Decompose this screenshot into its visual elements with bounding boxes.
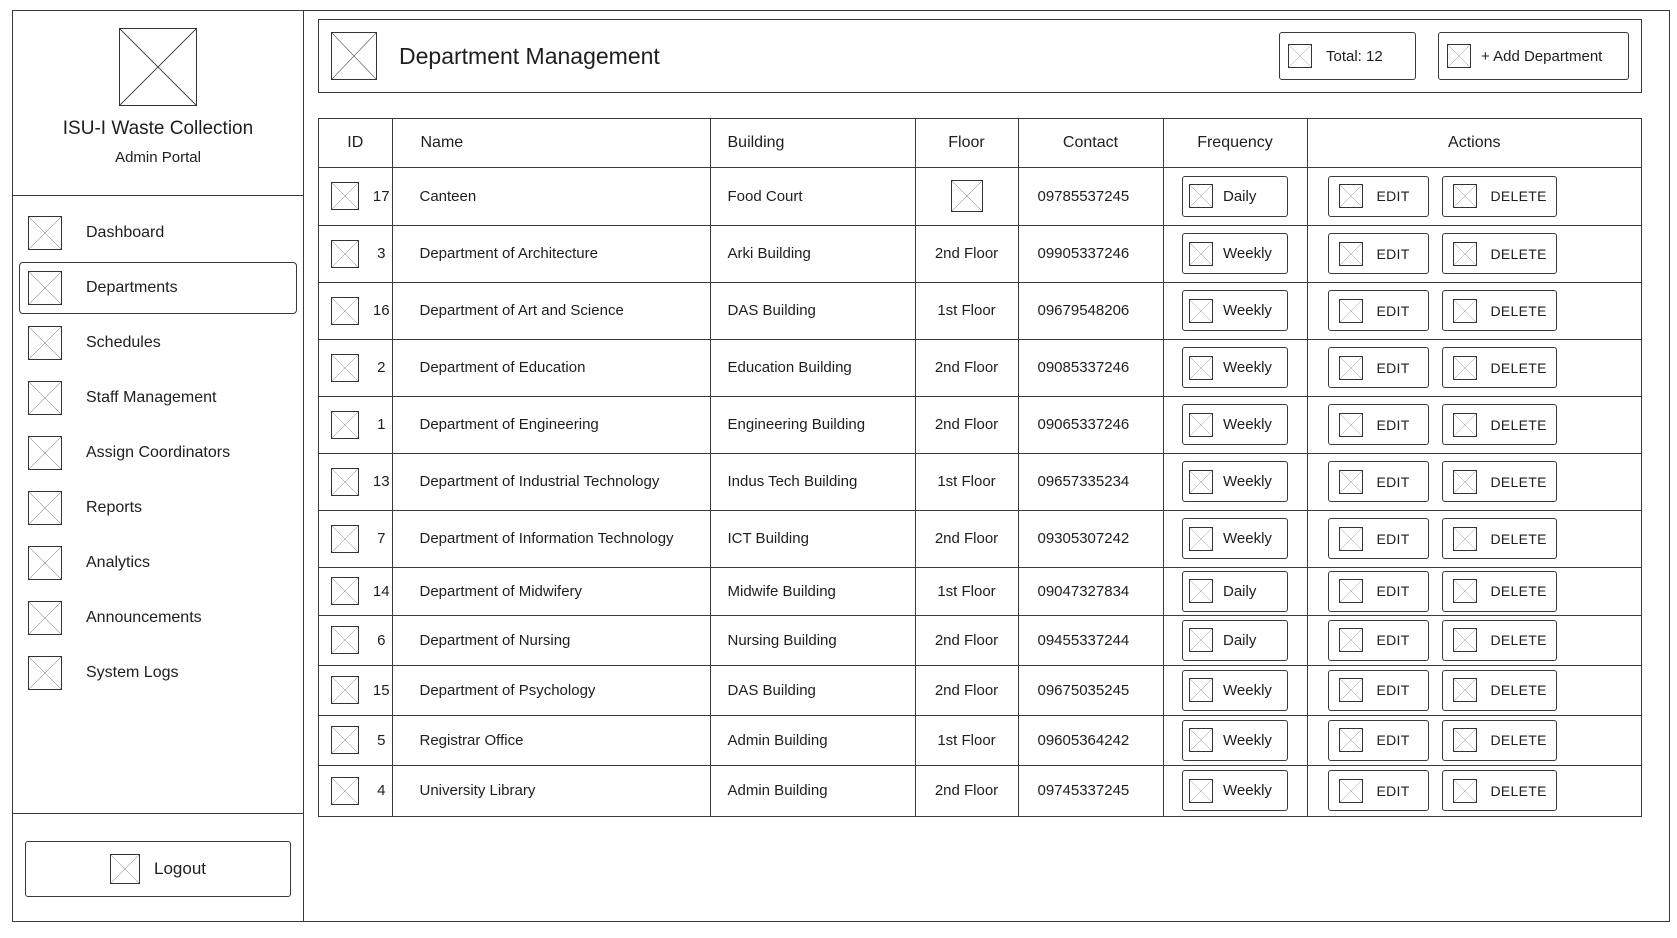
- floor-value: 2nd Floor: [934, 782, 999, 800]
- frequency-cell: [1163, 339, 1307, 396]
- edit-label: EDIT: [1376, 632, 1410, 648]
- sidebar-nav: [13, 196, 303, 699]
- floor-cell: [915, 225, 1018, 282]
- edit-button[interactable]: [1328, 233, 1429, 274]
- floor-cell: [915, 396, 1018, 453]
- frequency-badge: [1182, 461, 1288, 502]
- edit-button[interactable]: [1328, 620, 1429, 661]
- row-select-checkbox[interactable]: [331, 240, 359, 268]
- id-value: 17: [372, 187, 390, 205]
- delete-button[interactable]: [1442, 461, 1557, 502]
- name-cell: Department of Midwifery: [392, 567, 710, 615]
- floor-cell: [915, 715, 1018, 765]
- id-value: 1: [377, 416, 386, 433]
- frequency-value: Weekly: [1223, 245, 1272, 262]
- id-value: 13: [372, 473, 390, 490]
- page-header: [318, 19, 1642, 93]
- floor-cell: [915, 665, 1018, 715]
- frequency-cell: [1163, 225, 1307, 282]
- add-icon: [1447, 44, 1471, 68]
- name-cell: University Library: [392, 765, 710, 816]
- app-title: ISU-I Waste Collection: [62, 118, 254, 139]
- frequency-cell: [1163, 282, 1307, 339]
- floor-value: 2nd Floor: [934, 681, 999, 699]
- add-department-label: + Add Department: [1481, 47, 1603, 65]
- delete-button[interactable]: [1442, 233, 1557, 274]
- contact-cell: 09085337246: [1018, 339, 1163, 396]
- edit-icon: [1339, 299, 1363, 323]
- table-row: [319, 615, 1641, 665]
- table-row: [319, 339, 1641, 396]
- delete-icon: [1453, 242, 1477, 266]
- id-value: 14: [372, 582, 390, 600]
- frequency-value: Weekly: [1223, 473, 1272, 490]
- frequency-cell: [1163, 567, 1307, 615]
- edit-label: EDIT: [1376, 359, 1410, 376]
- delete-label: DELETE: [1490, 188, 1547, 204]
- app-subtitle: Admin Portal: [115, 149, 201, 166]
- edit-icon: [1339, 728, 1363, 752]
- frequency-badge: [1182, 720, 1288, 761]
- edit-label: EDIT: [1376, 530, 1410, 547]
- sidebar-item-icon: [28, 436, 62, 470]
- id-value: 16: [372, 302, 390, 319]
- frequency-badge: [1182, 404, 1288, 445]
- frequency-icon: [1189, 678, 1213, 702]
- edit-icon: [1339, 628, 1363, 652]
- page-header-icon: [331, 32, 377, 80]
- delete-label: DELETE: [1490, 416, 1547, 433]
- row-select-checkbox[interactable]: [331, 468, 359, 496]
- row-select-checkbox[interactable]: [331, 626, 359, 654]
- page-title: Department Management: [399, 42, 660, 69]
- frequency-value: Weekly: [1223, 530, 1272, 547]
- column-header-frequency: Frequency: [1163, 119, 1307, 167]
- id-cell: [319, 765, 392, 816]
- sidebar-item-icon: [28, 271, 62, 305]
- name-cell: Canteen: [392, 167, 710, 225]
- floor-value: 1st Floor: [937, 302, 996, 319]
- frequency-value: Daily: [1223, 187, 1257, 205]
- building-cell: Engineering Building: [710, 396, 915, 453]
- column-header-actions: Actions: [1307, 119, 1641, 167]
- row-select-checkbox[interactable]: [331, 726, 359, 754]
- delete-icon: [1453, 356, 1477, 380]
- column-header-floor: Floor: [915, 119, 1018, 167]
- edit-label: EDIT: [1376, 245, 1410, 262]
- frequency-cell: [1163, 396, 1307, 453]
- delete-icon: [1453, 628, 1477, 652]
- edit-icon: [1339, 184, 1363, 208]
- row-select-checkbox[interactable]: [331, 354, 359, 382]
- edit-button[interactable]: [1328, 571, 1429, 612]
- id-cell: [319, 453, 392, 510]
- name-cell: Department of Industrial Technology: [392, 453, 710, 510]
- edit-button[interactable]: [1328, 176, 1429, 217]
- edit-icon: [1339, 779, 1363, 803]
- sidebar-item-staff-management[interactable]: [19, 372, 297, 424]
- delete-label: DELETE: [1490, 473, 1547, 490]
- edit-button[interactable]: [1328, 720, 1429, 761]
- frequency-cell: [1163, 615, 1307, 665]
- actions-cell: [1307, 567, 1641, 615]
- contact-cell: 09065337246: [1018, 396, 1163, 453]
- delete-label: DELETE: [1490, 732, 1547, 748]
- frequency-icon: [1189, 413, 1213, 437]
- sidebar-item-schedules[interactable]: [19, 317, 297, 369]
- id-cell: [319, 510, 392, 567]
- edit-label: EDIT: [1376, 302, 1410, 319]
- name-cell: Department of Education: [392, 339, 710, 396]
- row-select-checkbox[interactable]: [331, 182, 359, 210]
- sidebar-item-system-logs[interactable]: [19, 647, 297, 699]
- table-row: [319, 225, 1641, 282]
- frequency-icon: [1189, 628, 1213, 652]
- sidebar-item-label: Announcements: [86, 609, 202, 626]
- frequency-value: Weekly: [1223, 782, 1272, 800]
- floor-cell: [915, 765, 1018, 816]
- delete-icon: [1453, 299, 1477, 323]
- edit-icon: [1339, 678, 1363, 702]
- frequency-cell: [1163, 510, 1307, 567]
- edit-label: EDIT: [1376, 188, 1410, 204]
- edit-icon: [1339, 242, 1363, 266]
- sidebar-item-assign-coordinators[interactable]: [19, 427, 297, 479]
- contact-cell: 09455337244: [1018, 615, 1163, 665]
- name-cell: Department of Architecture: [392, 225, 710, 282]
- id-value: 2: [377, 359, 386, 376]
- delete-icon: [1453, 470, 1477, 494]
- edit-button[interactable]: [1328, 518, 1429, 559]
- sidebar-item-analytics[interactable]: [19, 537, 297, 589]
- table-header-row: [319, 119, 1641, 167]
- floor-cell: [915, 339, 1018, 396]
- brand-panel: [13, 11, 303, 196]
- frequency-value: Weekly: [1223, 681, 1272, 699]
- delete-button[interactable]: [1442, 404, 1557, 445]
- frequency-cell: [1163, 453, 1307, 510]
- building-cell: Food Court: [710, 167, 915, 225]
- id-cell: [319, 665, 392, 715]
- edit-button[interactable]: [1328, 347, 1429, 388]
- id-cell: [319, 167, 392, 225]
- row-select-checkbox[interactable]: [331, 525, 359, 553]
- floor-value: 2nd Floor: [934, 416, 999, 433]
- edit-label: EDIT: [1376, 732, 1410, 748]
- building-cell: Admin Building: [710, 715, 915, 765]
- sidebar-item-icon: [28, 601, 62, 635]
- id-value: 7: [377, 530, 386, 547]
- actions-cell: [1307, 167, 1641, 225]
- frequency-badge: [1182, 347, 1288, 388]
- id-value: 5: [377, 731, 386, 749]
- delete-icon: [1453, 728, 1477, 752]
- sidebar-item-label: Assign Coordinators: [86, 444, 231, 461]
- delete-label: DELETE: [1490, 530, 1547, 547]
- floor-value: 2nd Floor: [934, 245, 999, 262]
- id-cell: [319, 225, 392, 282]
- floor-placeholder-icon: [951, 180, 983, 212]
- edit-icon: [1339, 527, 1363, 551]
- floor-cell: [915, 282, 1018, 339]
- sidebar-item-label: Staff Management: [86, 389, 217, 406]
- sidebar-item-icon: [28, 546, 62, 580]
- name-cell: Registrar Office: [392, 715, 710, 765]
- frequency-cell: [1163, 665, 1307, 715]
- delete-label: DELETE: [1490, 682, 1547, 698]
- id-cell: [319, 282, 392, 339]
- actions-cell: [1307, 615, 1641, 665]
- frequency-value: Weekly: [1223, 359, 1272, 376]
- floor-value: 1st Floor: [937, 731, 996, 749]
- frequency-badge: [1182, 571, 1288, 612]
- edit-icon: [1339, 413, 1363, 437]
- table-body: [319, 167, 1641, 816]
- name-cell: Department of Art and Science: [392, 282, 710, 339]
- sidebar-item-dashboard[interactable]: [19, 207, 297, 259]
- edit-label: EDIT: [1376, 782, 1410, 799]
- delete-label: DELETE: [1490, 583, 1547, 599]
- delete-button[interactable]: [1442, 670, 1557, 711]
- frequency-icon: [1189, 779, 1213, 803]
- edit-button[interactable]: [1328, 290, 1429, 331]
- sidebar-item-announcements[interactable]: [19, 592, 297, 644]
- frequency-badge: [1182, 290, 1288, 331]
- sidebar-item-reports[interactable]: [19, 482, 297, 534]
- sidebar-item-label: System Logs: [86, 664, 179, 681]
- edit-button[interactable]: [1328, 670, 1429, 711]
- frequency-icon: [1189, 579, 1213, 603]
- frequency-badge: [1182, 770, 1288, 811]
- row-select-checkbox[interactable]: [331, 577, 359, 605]
- add-department-button[interactable]: [1438, 32, 1629, 80]
- frequency-icon: [1189, 728, 1213, 752]
- delete-icon: [1453, 678, 1477, 702]
- sidebar-item-label: Dashboard: [86, 224, 165, 241]
- delete-label: DELETE: [1490, 782, 1547, 799]
- contact-cell: 09679548206: [1018, 282, 1163, 339]
- floor-value: 2nd Floor: [934, 530, 999, 547]
- sidebar-item-icon: [28, 326, 62, 360]
- edit-icon: [1339, 470, 1363, 494]
- edit-icon: [1339, 579, 1363, 603]
- frequency-icon: [1189, 527, 1213, 551]
- logout-area: [13, 813, 303, 921]
- logo-placeholder-icon: [119, 28, 197, 106]
- frequency-value: Weekly: [1223, 416, 1272, 433]
- contact-cell: 09605364242: [1018, 715, 1163, 765]
- departments-table: [319, 119, 1641, 816]
- floor-cell: [915, 453, 1018, 510]
- id-cell: [319, 567, 392, 615]
- table-row: [319, 167, 1641, 225]
- delete-label: DELETE: [1490, 632, 1547, 648]
- name-cell: Department of Engineering: [392, 396, 710, 453]
- table-row: [319, 665, 1641, 715]
- building-cell: Midwife Building: [710, 567, 915, 615]
- delete-icon: [1453, 579, 1477, 603]
- edit-icon: [1339, 356, 1363, 380]
- frequency-cell: [1163, 765, 1307, 816]
- actions-cell: [1307, 225, 1641, 282]
- building-cell: Nursing Building: [710, 615, 915, 665]
- actions-cell: [1307, 282, 1641, 339]
- frequency-value: Daily: [1223, 631, 1257, 649]
- sidebar-item-icon: [28, 491, 62, 525]
- id-cell: [319, 715, 392, 765]
- frequency-icon: [1189, 470, 1213, 494]
- floor-cell: [915, 510, 1018, 567]
- building-cell: Admin Building: [710, 765, 915, 816]
- edit-label: EDIT: [1376, 682, 1410, 698]
- sidebar-item-label: Analytics: [86, 554, 151, 571]
- frequency-icon: [1189, 356, 1213, 380]
- sidebar-item-icon: [28, 381, 62, 415]
- table-row: [319, 453, 1641, 510]
- sidebar-item-label: Reports: [86, 499, 143, 516]
- contact-cell: 09785537245: [1018, 167, 1163, 225]
- sidebar-item-label: Schedules: [86, 334, 161, 351]
- frequency-value: Weekly: [1223, 302, 1272, 319]
- floor-value: 2nd Floor: [934, 631, 999, 649]
- floor-value: 1st Floor: [937, 473, 996, 490]
- frequency-badge: [1182, 176, 1288, 217]
- contact-cell: 09305307242: [1018, 510, 1163, 567]
- floor-cell: [915, 567, 1018, 615]
- delete-button[interactable]: [1442, 518, 1557, 559]
- table-row: [319, 715, 1641, 765]
- floor-value: 2nd Floor: [934, 359, 999, 376]
- id-cell: [319, 396, 392, 453]
- logout-label: Logout: [154, 859, 206, 878]
- edit-label: EDIT: [1376, 583, 1410, 599]
- total-count-label: Total: 12: [1326, 47, 1383, 65]
- floor-cell: [915, 167, 1018, 225]
- id-cell: [319, 339, 392, 396]
- logout-button[interactable]: [25, 841, 291, 897]
- logout-icon: [110, 854, 140, 884]
- sidebar-item-icon: [28, 656, 62, 690]
- frequency-cell: [1163, 715, 1307, 765]
- delete-button[interactable]: [1442, 290, 1557, 331]
- column-header-name: Name: [392, 119, 710, 167]
- frequency-value: Weekly: [1223, 731, 1272, 749]
- column-header-building: Building: [710, 119, 915, 167]
- table-row: [319, 510, 1641, 567]
- frequency-cell: [1163, 167, 1307, 225]
- edit-label: EDIT: [1376, 416, 1410, 433]
- sidebar-item-icon: [28, 216, 62, 250]
- row-select-checkbox[interactable]: [331, 297, 359, 325]
- edit-button[interactable]: [1328, 404, 1429, 445]
- frequency-badge: [1182, 670, 1288, 711]
- sidebar-item-departments[interactable]: [19, 262, 297, 314]
- column-header-contact: Contact: [1018, 119, 1163, 167]
- table-row: [319, 567, 1641, 615]
- delete-icon: [1453, 779, 1477, 803]
- delete-button[interactable]: [1442, 347, 1557, 388]
- frequency-badge: [1182, 620, 1288, 661]
- building-cell: DAS Building: [710, 282, 915, 339]
- delete-button[interactable]: [1442, 770, 1557, 811]
- edit-label: EDIT: [1376, 473, 1410, 490]
- edit-button[interactable]: [1328, 770, 1429, 811]
- column-header-id: ID: [319, 119, 392, 167]
- frequency-icon: [1189, 184, 1213, 208]
- table-row: [319, 282, 1641, 339]
- building-cell: Indus Tech Building: [710, 453, 915, 510]
- total-count-badge: [1279, 32, 1416, 80]
- building-cell: Education Building: [710, 339, 915, 396]
- actions-cell: [1307, 396, 1641, 453]
- table-row: [319, 765, 1641, 816]
- name-cell: Department of Psychology: [392, 665, 710, 715]
- frequency-icon: [1189, 242, 1213, 266]
- row-select-checkbox[interactable]: [331, 411, 359, 439]
- frequency-badge: [1182, 233, 1288, 274]
- actions-cell: [1307, 453, 1641, 510]
- name-cell: Department of Information Technology: [392, 510, 710, 567]
- row-select-checkbox[interactable]: [331, 777, 359, 805]
- frequency-value: Daily: [1223, 582, 1257, 600]
- row-select-checkbox[interactable]: [331, 676, 359, 704]
- id-cell: [319, 615, 392, 665]
- building-cell: Arki Building: [710, 225, 915, 282]
- actions-cell: [1307, 765, 1641, 816]
- sidebar: [13, 11, 304, 921]
- delete-button[interactable]: [1442, 620, 1557, 661]
- actions-cell: [1307, 510, 1641, 567]
- floor-cell: [915, 615, 1018, 665]
- delete-button[interactable]: [1442, 571, 1557, 612]
- delete-label: DELETE: [1490, 302, 1547, 319]
- id-value: 6: [377, 631, 386, 649]
- floor-value: 1st Floor: [937, 582, 996, 600]
- building-cell: DAS Building: [710, 665, 915, 715]
- actions-cell: [1307, 715, 1641, 765]
- building-cell: ICT Building: [710, 510, 915, 567]
- actions-cell: [1307, 339, 1641, 396]
- sidebar-item-label: Departments: [86, 279, 178, 296]
- delete-label: DELETE: [1490, 245, 1547, 262]
- frequency-badge: [1182, 518, 1288, 559]
- name-cell: Department of Nursing: [392, 615, 710, 665]
- id-value: 15: [372, 681, 390, 699]
- delete-icon: [1453, 413, 1477, 437]
- table-row: [319, 396, 1641, 453]
- contact-cell: 09905337246: [1018, 225, 1163, 282]
- delete-icon: [1453, 527, 1477, 551]
- contact-cell: 09675035245: [1018, 665, 1163, 715]
- departments-table-container: [318, 118, 1642, 817]
- delete-icon: [1453, 184, 1477, 208]
- id-value: 4: [377, 782, 386, 800]
- delete-label: DELETE: [1490, 359, 1547, 376]
- total-icon: [1288, 44, 1312, 68]
- frequency-icon: [1189, 299, 1213, 323]
- contact-cell: 09745337245: [1018, 765, 1163, 816]
- delete-button[interactable]: [1442, 176, 1557, 217]
- edit-button[interactable]: [1328, 461, 1429, 502]
- contact-cell: 09047327834: [1018, 567, 1163, 615]
- actions-cell: [1307, 665, 1641, 715]
- contact-cell: 09657335234: [1018, 453, 1163, 510]
- delete-button[interactable]: [1442, 720, 1557, 761]
- id-value: 3: [377, 245, 386, 262]
